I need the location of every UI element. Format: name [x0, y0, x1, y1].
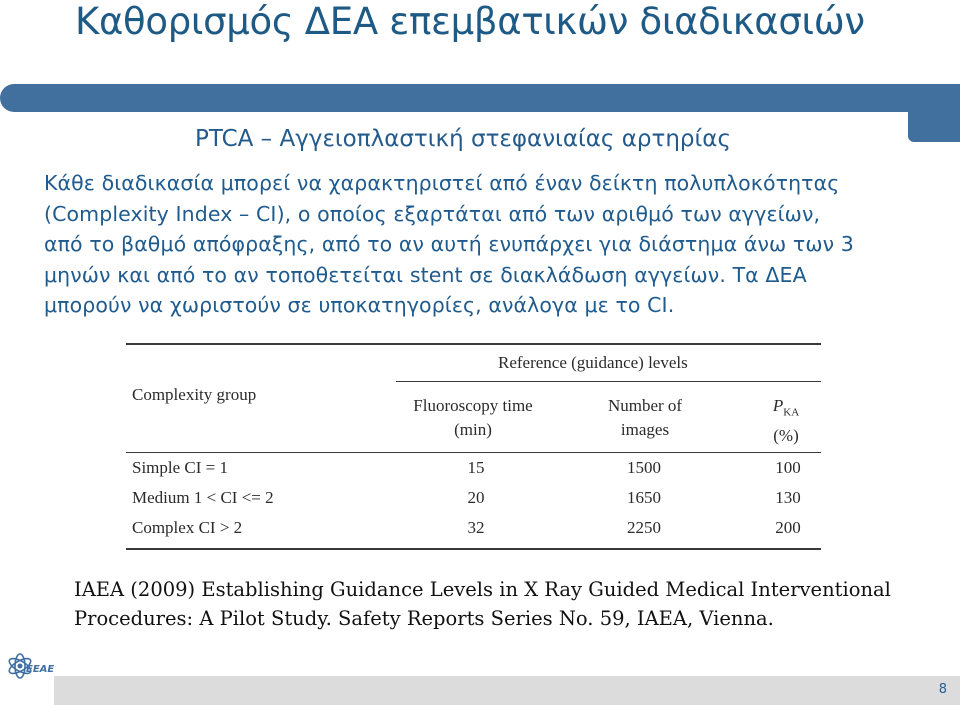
group-header-rule	[396, 381, 821, 382]
citation-line: Procedures: A Pilot Study. Safety Reports Series No. 59, IAEA, Vienna.	[74, 607, 774, 630]
images-header-line: Number of	[607, 396, 683, 415]
table-row-images: 2250	[627, 518, 661, 537]
slide-subtitle: PTCA – Αγγειοπλαστική στεφανιαίας αρτηρίας	[195, 126, 731, 152]
guidance-levels-table	[126, 343, 821, 553]
page-number: 8	[938, 682, 947, 697]
pka-header	[756, 394, 816, 448]
paragraph-line: Κάθε διαδικασία μπορεί να χαρακτηριστεί από έναν δείκτη πολυπλοκότητας	[44, 171, 840, 195]
eeae-logo-icon	[4, 648, 54, 686]
logo-text: ΕΕΑΕ	[26, 664, 54, 675]
citation-line: IAEA (2009) Establishing Guidance Levels in X Ray Guided Medical Interventional	[74, 578, 891, 601]
header-bar	[0, 84, 928, 112]
table-row-pka: 100	[775, 458, 801, 477]
eeae-logo	[4, 648, 54, 686]
table-row-fluoro: 32	[467, 518, 485, 537]
table-row-fluoro: 20	[467, 488, 485, 507]
pka-header-symbol	[756, 394, 816, 424]
header-bottom-rule	[126, 452, 821, 453]
images-header-line2: images	[620, 420, 670, 439]
fluoroscopy-header	[398, 394, 548, 442]
pka-symbol-p: P	[772, 396, 784, 415]
group-header: Reference (guidance) levels	[498, 353, 688, 372]
paragraph-line: μηνών και από το αν τοποθετείται stent σε διακλάδωση αγγείων. Τα ΔΕΑ	[44, 262, 807, 287]
table-row-group: Simple CI = 1	[132, 458, 229, 477]
table-row-pka: 130	[775, 488, 801, 507]
header-bar-tab	[908, 84, 960, 142]
table-row-group: Complex CI > 2	[132, 518, 243, 537]
slide-title: Καθορισμός ΔΕΑ επεμβατικών διαδικασιών	[75, 0, 865, 43]
footer-bar	[54, 676, 960, 705]
paragraph-line: (Complexity Index – CI), ο οποίος εξαρτάται από των αριθμό των αγγείων,	[44, 201, 821, 226]
images-header	[586, 394, 704, 442]
complexity-group-header: Complexity group	[132, 385, 257, 404]
pka-header-unit: (%)	[773, 426, 799, 446]
table-row-group: Medium 1 < CI <= 2	[132, 488, 274, 507]
paragraph-line: μπορούν να χωριστούν σε υποκατηγορίες, ανάλογα με το CI.	[44, 293, 675, 317]
paragraph-line: από το βαθμό απόφραξης, από το αν αυτή ενυπάρχει για διάστημα άνω των 3	[44, 232, 854, 256]
fluoroscopy-header-unit: (min)	[454, 420, 492, 439]
body-paragraph	[44, 168, 914, 321]
table-row-images: 1500	[627, 458, 661, 477]
table-top-rule	[126, 343, 821, 345]
table-bottom-rule	[126, 548, 821, 550]
fluoroscopy-header-line: Fluoroscopy time	[413, 396, 533, 415]
pka-symbol-sub: KA	[783, 406, 800, 419]
table-row-fluoro: 15	[467, 458, 485, 477]
citation	[74, 575, 914, 633]
table-row-images: 1650	[627, 488, 661, 507]
table-row-pka: 200	[775, 518, 801, 537]
